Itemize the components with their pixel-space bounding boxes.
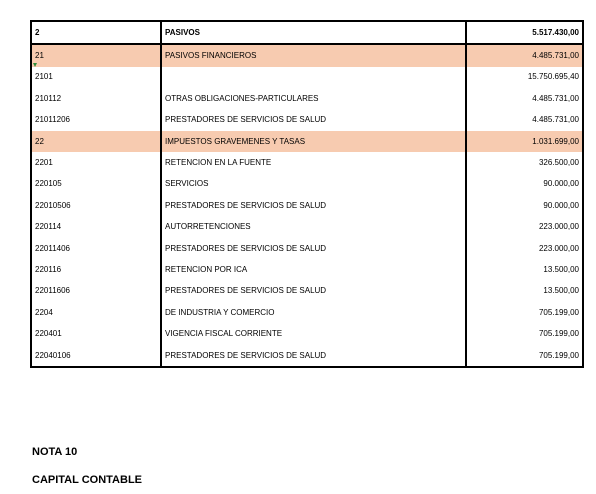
account-code-cell: 220105 [31, 174, 161, 195]
table-row [31, 323, 583, 344]
account-code-cell: 220401 [31, 323, 161, 344]
table-row [31, 259, 583, 280]
account-code-cell: 2201 [31, 152, 161, 173]
account-code-cell: 210112 [31, 88, 161, 109]
account-name-cell: PRESTADORES DE SERVICIOS DE SALUD [161, 238, 466, 259]
account-name-cell: RETENCION POR ICA [161, 259, 466, 280]
account-name-cell: DE INDUSTRIA Y COMERCIO [161, 302, 466, 323]
table-row [31, 281, 583, 302]
account-code-cell: 22 [31, 131, 161, 152]
amount-cell: 90.000,00 [466, 174, 583, 195]
table-row [31, 302, 583, 323]
account-code-cell: 220114 [31, 217, 161, 238]
account-code-cell: 22011406 [31, 238, 161, 259]
account-code-cell: 22040106 [31, 345, 161, 367]
table-row [31, 88, 583, 109]
amount-cell: 4.485.731,00 [466, 44, 583, 66]
amount-cell: 705.199,00 [466, 323, 583, 344]
table-row [31, 21, 583, 44]
cell-marker-icon [33, 63, 37, 67]
note-title: NOTA 10 [32, 446, 78, 458]
account-name-cell: SERVICIOS [161, 174, 466, 195]
table-row [31, 131, 583, 152]
table-row [31, 152, 583, 173]
amount-cell: 13.500,00 [466, 259, 583, 280]
account-name-cell: PRESTADORES DE SERVICIOS DE SALUD [161, 281, 466, 302]
account-name-cell: IMPUESTOS GRAVEMENES Y TASAS [161, 131, 466, 152]
account-name-cell: PASIVOS [161, 21, 466, 44]
account-code-cell: 22010506 [31, 195, 161, 216]
amount-cell: 5.517.430,00 [466, 21, 583, 44]
account-code-cell: 2204 [31, 302, 161, 323]
account-name-cell: PASIVOS FINANCIEROS [161, 44, 466, 66]
amount-cell: 4.485.731,00 [466, 88, 583, 109]
account-name-cell: PRESTADORES DE SERVICIOS DE SALUD [161, 110, 466, 131]
table-row [31, 174, 583, 195]
amount-cell: 223.000,00 [466, 238, 583, 259]
account-code-cell: 2101 [31, 67, 161, 88]
account-code-cell: 21011206 [31, 110, 161, 131]
account-code-cell: 22011606 [31, 281, 161, 302]
account-code-cell: 21 [31, 44, 161, 66]
table-row [31, 110, 583, 131]
table-row [31, 44, 583, 66]
amount-cell: 705.199,00 [466, 345, 583, 367]
table-row [31, 345, 583, 367]
liabilities-table [30, 20, 584, 368]
note-subtitle: CAPITAL CONTABLE [32, 474, 142, 486]
amount-cell: 1.031.699,00 [466, 131, 583, 152]
table-row [31, 67, 583, 88]
account-name-cell: AUTORRETENCIONES [161, 217, 466, 238]
table-row [31, 238, 583, 259]
account-name-cell [161, 67, 466, 88]
amount-cell: 4.485.731,00 [466, 110, 583, 131]
amount-cell: 223.000,00 [466, 217, 583, 238]
amount-cell: 705.199,00 [466, 302, 583, 323]
table-row [31, 217, 583, 238]
amount-cell: 90.000,00 [466, 195, 583, 216]
liabilities-table-body [31, 21, 583, 367]
account-code-cell: 2 [31, 21, 161, 44]
account-name-cell: OTRAS OBLIGACIONES-PARTICULARES [161, 88, 466, 109]
account-name-cell: PRESTADORES DE SERVICIOS DE SALUD [161, 345, 466, 367]
amount-cell: 326.500,00 [466, 152, 583, 173]
account-code-cell: 220116 [31, 259, 161, 280]
account-name-cell: VIGENCIA FISCAL CORRIENTE [161, 323, 466, 344]
amount-cell: 15.750.695,40 [466, 67, 583, 88]
account-name-cell: RETENCION EN LA FUENTE [161, 152, 466, 173]
amount-cell: 13.500,00 [466, 281, 583, 302]
account-name-cell: PRESTADORES DE SERVICIOS DE SALUD [161, 195, 466, 216]
table-row [31, 195, 583, 216]
